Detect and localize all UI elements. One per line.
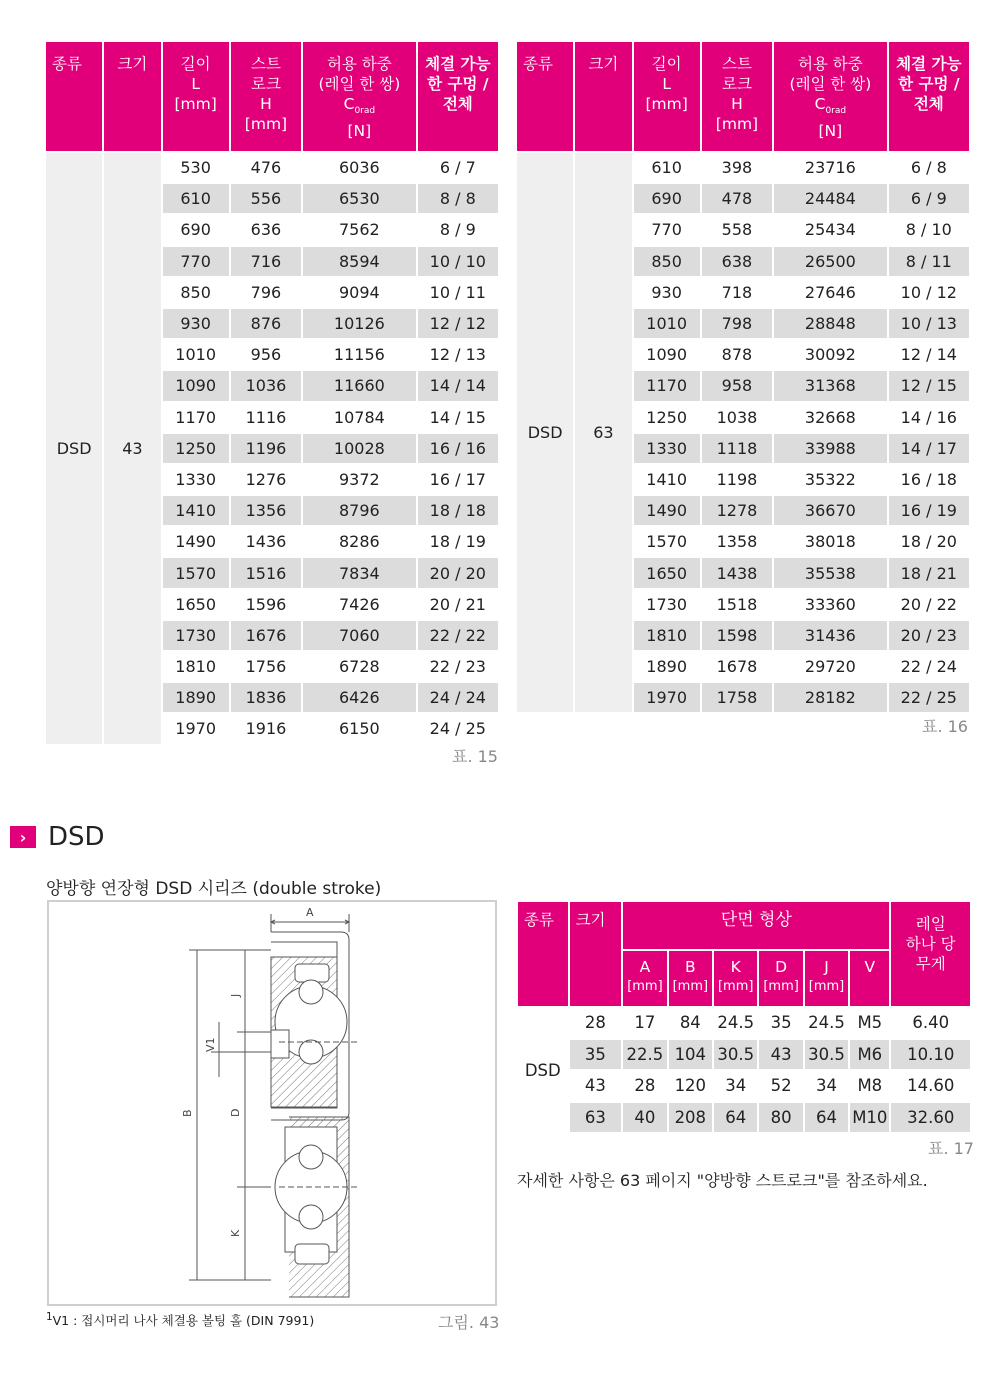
table-cell: 14 / 17: [889, 434, 969, 463]
table-cell: 1410: [634, 465, 700, 494]
table-cell: 398: [702, 153, 772, 182]
table-cell: 20 / 21: [418, 590, 498, 619]
table-cell: 610: [163, 184, 229, 213]
table-cell: 22 / 23: [418, 652, 498, 681]
table-cell: M5: [850, 1008, 889, 1038]
table-cell: 1650: [634, 558, 700, 587]
table-cell: 28: [570, 1008, 622, 1038]
table-cell: 14 / 16: [889, 403, 969, 432]
table-cell: 31436: [774, 621, 887, 650]
table-cell: 24.5: [714, 1008, 757, 1038]
size-cell: 63: [575, 153, 631, 712]
table-cell: 14 / 15: [418, 403, 498, 432]
table-cell: 22.5: [623, 1040, 666, 1070]
table-cell: 30.5: [805, 1040, 848, 1070]
table-cell: 80: [759, 1103, 802, 1133]
table-cell: 1810: [634, 621, 700, 650]
table-cell: 10126: [303, 309, 416, 338]
header-holes: 체결 가능 한 구멍 / 전체: [418, 42, 498, 151]
table-cell: 1570: [634, 527, 700, 556]
label-v1: V1: [204, 1037, 217, 1052]
table-cell: 30092: [774, 340, 887, 369]
table-cell: 1358: [702, 527, 772, 556]
table-cell: 12 / 15: [889, 371, 969, 400]
table-cell: 6426: [303, 683, 416, 712]
table-cell: 530: [163, 153, 229, 182]
table-cell: 610: [634, 153, 700, 182]
table-cell: 8 / 11: [889, 247, 969, 276]
table-cell: 558: [702, 215, 772, 244]
header-type: 종류: [46, 42, 102, 151]
table-cell: 24 / 25: [418, 714, 498, 743]
roller-top: [295, 964, 329, 982]
table-cell: 18 / 19: [418, 527, 498, 556]
table-cell: 878: [702, 340, 772, 369]
table-cell: 12 / 12: [418, 309, 498, 338]
table-cell: 10 / 11: [418, 278, 498, 307]
table-cell: 1036: [231, 371, 301, 400]
table-cell: 770: [163, 247, 229, 276]
table-cell: 1330: [163, 465, 229, 494]
header-size: 크기: [575, 42, 631, 151]
header-type: 종류: [517, 42, 573, 151]
table-cell: 63: [570, 1103, 622, 1133]
table-cell: 10028: [303, 434, 416, 463]
table-cell: 796: [231, 278, 301, 307]
table-15: [44, 40, 500, 746]
header-dim-b: B [mm]: [669, 951, 712, 1006]
table-cell: 1170: [163, 403, 229, 432]
table-cell: 8 / 10: [889, 215, 969, 244]
table-cell: 1198: [702, 465, 772, 494]
table-cell: 1090: [163, 371, 229, 400]
table-cell: 208: [669, 1103, 712, 1133]
table-cell: 1570: [163, 558, 229, 587]
table-cell: 8 / 8: [418, 184, 498, 213]
section-heading: [10, 822, 105, 852]
table-cell: 8594: [303, 247, 416, 276]
table-cell: 27646: [774, 278, 887, 307]
header-rail-weight: 레일 하나 당 무게: [891, 902, 970, 1006]
header-length: 길이 L [mm]: [163, 42, 229, 151]
table-cell: 1676: [231, 621, 301, 650]
table-cell: 1356: [231, 496, 301, 525]
table-cell: 7060: [303, 621, 416, 650]
table-cell: 64: [714, 1103, 757, 1133]
table-cell: 24 / 24: [418, 683, 498, 712]
figure-caption: 그림. 43: [438, 1313, 500, 1332]
table-cell: 690: [634, 184, 700, 213]
table-cell: 1890: [163, 683, 229, 712]
table-cell: 1116: [231, 403, 301, 432]
table-cell: 956: [231, 340, 301, 369]
table-cell: 1250: [634, 403, 700, 432]
table-cell: 31368: [774, 371, 887, 400]
header-dim-v: V: [850, 951, 889, 1006]
type-cell: DSD: [46, 153, 102, 744]
table-cell: 24.5: [805, 1008, 848, 1038]
table-cell: 850: [634, 247, 700, 276]
table-cell: 1758: [702, 683, 772, 712]
table-cell: 10 / 10: [418, 247, 498, 276]
table-cell: 32.60: [891, 1103, 970, 1133]
table-cell: 43: [759, 1040, 802, 1070]
table-cell: 1438: [702, 558, 772, 587]
table-cell: 476: [231, 153, 301, 182]
table-cell: 7834: [303, 558, 416, 587]
table-17: [516, 900, 972, 1134]
table-cell: 16 / 19: [889, 496, 969, 525]
table-cell: 22 / 24: [889, 652, 969, 681]
reference-note: 자세한 사항은 63 페이지 "양방향 스트로크"를 참조하세요.: [517, 1171, 928, 1190]
label-b: B: [181, 1109, 194, 1117]
cross-section-figure: [47, 900, 497, 1306]
table-cell: 43: [570, 1071, 622, 1101]
table-cell: 1810: [163, 652, 229, 681]
table-cell: 1916: [231, 714, 301, 743]
table-cell: 6 / 8: [889, 153, 969, 182]
table-cell: 1596: [231, 590, 301, 619]
table-cell: 120: [669, 1071, 712, 1101]
table-cell: 22 / 25: [889, 683, 969, 712]
table-cell: 798: [702, 309, 772, 338]
table-cell: 20 / 23: [889, 621, 969, 650]
table-cell: 1516: [231, 558, 301, 587]
table-cell: 8286: [303, 527, 416, 556]
table-cell: 18 / 21: [889, 558, 969, 587]
table-row: [518, 1040, 970, 1070]
table-cell: 958: [702, 371, 772, 400]
table-cell: 11660: [303, 371, 416, 400]
header-dim-k: K [mm]: [714, 951, 757, 1006]
table-cell: 1196: [231, 434, 301, 463]
header-load: 허용 하중 (레일 한 쌍) $C_{0rad}$ [N]: [774, 42, 887, 151]
table-cell: 556: [231, 184, 301, 213]
table-cell: 23716: [774, 153, 887, 182]
label-k: K: [229, 1229, 242, 1237]
table-cell: 52: [759, 1071, 802, 1101]
table-cell: 14.60: [891, 1071, 970, 1101]
table-cell: 1118: [702, 434, 772, 463]
section-title: DSD: [48, 822, 105, 852]
table-cell: 10.10: [891, 1040, 970, 1070]
table-cell: 1756: [231, 652, 301, 681]
table-cell: 1170: [634, 371, 700, 400]
size-cell: 43: [104, 153, 160, 744]
table-cell: 40: [623, 1103, 666, 1133]
table-cell: 1890: [634, 652, 700, 681]
table-cell: 1490: [634, 496, 700, 525]
table-cell: 6036: [303, 153, 416, 182]
table-cell: 9094: [303, 278, 416, 307]
table-cell: 29720: [774, 652, 887, 681]
table-cell: 6.40: [891, 1008, 970, 1038]
cross-section-drawing: [49, 902, 495, 1304]
figure-footnote: $^1$V1 : 접시머리 나사 체결용 볼팅 홀 (DIN 7991): [46, 1311, 315, 1329]
table-cell: 12 / 13: [418, 340, 498, 369]
table-cell: 8796: [303, 496, 416, 525]
table-cell: 1970: [634, 683, 700, 712]
table-row: [46, 153, 498, 182]
table-cell: 1730: [163, 621, 229, 650]
section-subtitle: 양방향 연장형 DSD 시리즈 (double stroke): [46, 879, 382, 899]
table-cell: 7426: [303, 590, 416, 619]
table-cell: 1650: [163, 590, 229, 619]
table-cell: 18 / 20: [889, 527, 969, 556]
table-cell: 64: [805, 1103, 848, 1133]
table-cell: 24484: [774, 184, 887, 213]
table-cell: 6728: [303, 652, 416, 681]
table-cell: 8 / 9: [418, 215, 498, 244]
table-row: [518, 1103, 970, 1133]
table-16-caption: 표. 16: [922, 717, 968, 736]
table-cell: 17: [623, 1008, 666, 1038]
table-cell: 1436: [231, 527, 301, 556]
table-15-caption: 표. 15: [452, 747, 498, 766]
table-cell: 6150: [303, 714, 416, 743]
table-cell: 33360: [774, 590, 887, 619]
table-cell: 930: [163, 309, 229, 338]
table-cell: 770: [634, 215, 700, 244]
table-cell: 16 / 17: [418, 465, 498, 494]
table-17-caption: 표. 17: [928, 1139, 974, 1158]
table-cell: 104: [669, 1040, 712, 1070]
table-cell: 1250: [163, 434, 229, 463]
table-cell: 28: [623, 1071, 666, 1101]
table-cell: 1970: [163, 714, 229, 743]
header-dim-a: A [mm]: [623, 951, 666, 1006]
chevron-right-icon: ›: [10, 826, 36, 848]
table-cell: 1010: [163, 340, 229, 369]
table-cell: 930: [634, 278, 700, 307]
table-cell: 7562: [303, 215, 416, 244]
table-cell: 28182: [774, 683, 887, 712]
table-cell: 11156: [303, 340, 416, 369]
table-cell: 1598: [702, 621, 772, 650]
table-cell: 638: [702, 247, 772, 276]
table-cell: 16 / 16: [418, 434, 498, 463]
table-cell: 10 / 13: [889, 309, 969, 338]
table-cell: 478: [702, 184, 772, 213]
type-cell: DSD: [517, 153, 573, 712]
table-cell: 34: [714, 1071, 757, 1101]
header-stroke: 스트 로크 H [mm]: [702, 42, 772, 151]
table-cell: 84: [669, 1008, 712, 1038]
table-cell: 12 / 14: [889, 340, 969, 369]
table-cell: 36670: [774, 496, 887, 525]
table-cell: 30.5: [714, 1040, 757, 1070]
table-cell: 18 / 18: [418, 496, 498, 525]
table-cell: 1678: [702, 652, 772, 681]
table-cell: 1090: [634, 340, 700, 369]
table-cell: M10: [850, 1103, 889, 1133]
table-row: [518, 1071, 970, 1101]
label-d: D: [229, 1108, 242, 1117]
roller-bottom: [295, 1244, 329, 1264]
table-cell: 10 / 12: [889, 278, 969, 307]
header-dim-d: D [mm]: [759, 951, 802, 1006]
type-cell: DSD: [518, 1008, 568, 1132]
table-cell: M8: [850, 1071, 889, 1101]
table-cell: 6 / 7: [418, 153, 498, 182]
table-row: [518, 1008, 970, 1038]
header-holes: 체결 가능 한 구멍 / 전체: [889, 42, 969, 151]
table-row: [517, 153, 969, 182]
table-cell: 1836: [231, 683, 301, 712]
table-cell: 38018: [774, 527, 887, 556]
table-cell: 850: [163, 278, 229, 307]
table-cell: 28848: [774, 309, 887, 338]
table-cell: 716: [231, 247, 301, 276]
table-cell: 20 / 20: [418, 558, 498, 587]
table-cell: 1410: [163, 496, 229, 525]
table-cell: 35322: [774, 465, 887, 494]
table-cell: 35: [759, 1008, 802, 1038]
table-cell: 33988: [774, 434, 887, 463]
table-cell: 20 / 22: [889, 590, 969, 619]
header-length: 길이 L [mm]: [634, 42, 700, 151]
table-cell: 718: [702, 278, 772, 307]
label-j: J: [229, 993, 242, 997]
header-type: 종류: [518, 902, 568, 1006]
table-cell: 26500: [774, 247, 887, 276]
table-cell: 1518: [702, 590, 772, 619]
table-cell: M6: [850, 1040, 889, 1070]
table-cell: 10784: [303, 403, 416, 432]
table-cell: 1010: [634, 309, 700, 338]
header-dim-j: J [mm]: [805, 951, 848, 1006]
table-cell: 6530: [303, 184, 416, 213]
table-cell: 1278: [702, 496, 772, 525]
table-cell: 34: [805, 1071, 848, 1101]
table-cell: 35538: [774, 558, 887, 587]
table-cell: 32668: [774, 403, 887, 432]
table-cell: 876: [231, 309, 301, 338]
table-cell: 16 / 18: [889, 465, 969, 494]
table-cell: 6 / 9: [889, 184, 969, 213]
table-cell: 1730: [634, 590, 700, 619]
header-size: 크기: [570, 902, 622, 1006]
table-cell: 25434: [774, 215, 887, 244]
table-cell: 690: [163, 215, 229, 244]
table-cell: 35: [570, 1040, 622, 1070]
header-load: 허용 하중 (레일 한 쌍) $C_{0rad}$ [N]: [303, 42, 416, 151]
table-cell: 1276: [231, 465, 301, 494]
table-cell: 9372: [303, 465, 416, 494]
table-cell: 1038: [702, 403, 772, 432]
table-cell: 22 / 22: [418, 621, 498, 650]
table-cell: 1330: [634, 434, 700, 463]
label-a: A: [306, 906, 314, 919]
table-cell: 14 / 14: [418, 371, 498, 400]
table-cell: 1490: [163, 527, 229, 556]
table-16: [515, 40, 971, 714]
header-size: 크기: [104, 42, 160, 151]
table-cell: 636: [231, 215, 301, 244]
header-stroke: 스트 로크 H [mm]: [231, 42, 301, 151]
header-section-shape: 단면 형상: [623, 902, 889, 949]
